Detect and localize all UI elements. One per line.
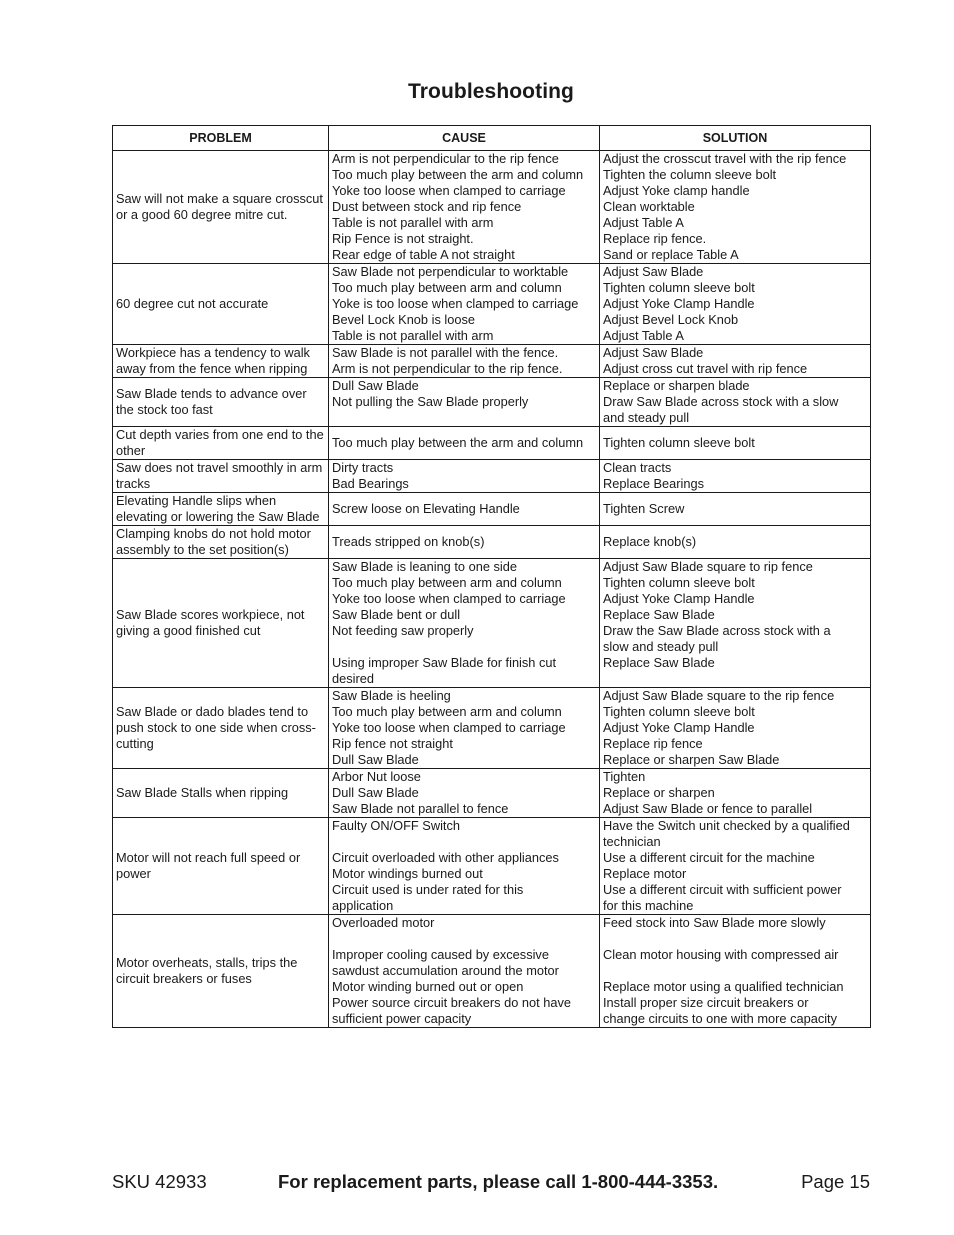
problem-cell: [113, 818, 329, 915]
problem-text: Saw does not travel smoothly in arm tracks: [116, 460, 323, 491]
problem-cell: [113, 151, 329, 264]
table-row: [113, 915, 871, 1028]
cause-line: Yoke too loose when clamped to carriage: [332, 183, 566, 198]
cause-cell: [329, 460, 600, 493]
cause-line: [332, 834, 596, 850]
solution-cell: [600, 460, 871, 493]
table-row: [113, 818, 871, 915]
solution-line: for this machine: [603, 898, 694, 913]
table-row: [113, 559, 871, 688]
cause-cell: [329, 151, 600, 264]
cause-cell: [329, 493, 600, 526]
cause-line: Power source circuit breakers do not have: [332, 995, 571, 1010]
solution-line: Use a different circuit for the machine: [603, 850, 815, 865]
solution-cell: [600, 151, 871, 264]
cause-line: Arm is not perpendicular to the rip fence: [332, 151, 559, 166]
solution-line: Tighten the column sleeve bolt: [603, 167, 777, 182]
solution-line: Adjust Yoke Clamp Handle: [603, 720, 755, 735]
table-row: [113, 688, 871, 769]
cause-line: Not feeding saw properly: [332, 623, 474, 638]
cause-line: sawdust accumulation around the motor: [332, 963, 559, 978]
solution-line: Adjust Bevel Lock Knob: [603, 312, 739, 327]
problem-text: Clamping knobs do not hold motor assembly to the set position(s): [116, 526, 311, 557]
cause-line: Rip Fence is not straight.: [332, 231, 474, 246]
solution-line: Adjust cross cut travel with rip fence: [603, 361, 808, 376]
solution-line: [603, 931, 867, 947]
cause-line: Dirty tracts: [332, 460, 394, 475]
cause-line: Motor windings burned out: [332, 866, 483, 881]
cause-line: Dust between stock and rip fence: [332, 199, 522, 214]
solution-line: Have the Switch unit checked by a qualified: [603, 818, 850, 833]
cause-line: Treads stripped on knob(s): [332, 534, 485, 549]
table-row: [113, 493, 871, 526]
solution-line: Adjust Saw Blade: [603, 345, 704, 360]
solution-cell: [600, 915, 871, 1028]
solution-line: Tighten column sleeve bolt: [603, 704, 755, 719]
problem-cell: [113, 559, 329, 688]
cause-line: sufficient power capacity: [332, 1011, 472, 1026]
cause-cell: [329, 378, 600, 427]
cause-cell: [329, 818, 600, 915]
cause-line: Arm is not perpendicular to the rip fence.: [332, 361, 563, 376]
table-row: [113, 264, 871, 345]
cause-line: Table is not parallel with arm: [332, 215, 494, 230]
solution-line: Draw the Saw Blade across stock with a: [603, 623, 831, 638]
cause-line: Too much play between the arm and column: [332, 435, 584, 450]
solution-cell: [600, 559, 871, 688]
table-row: [113, 769, 871, 818]
cause-line: Bevel Lock Knob is loose: [332, 312, 475, 327]
cause-line: Yoke too loose when clamped to carriage: [332, 591, 566, 606]
table-row: [113, 151, 871, 264]
solution-line: Adjust Saw Blade or fence to parallel: [603, 801, 813, 816]
cause-line: Saw Blade not parallel to fence: [332, 801, 509, 816]
cause-cell: [329, 345, 600, 378]
solution-line: and steady pull: [603, 410, 690, 425]
cause-line: Bad Bearings: [332, 476, 409, 491]
solution-line: Adjust the crosscut travel with the rip fence: [603, 151, 847, 166]
cause-line: Table is not parallel with arm: [332, 328, 494, 343]
solution-line: Adjust Table A: [603, 328, 684, 343]
solution-line: Replace Saw Blade: [603, 655, 715, 670]
solution-line: Tighten Screw: [603, 501, 685, 516]
solution-cell: [600, 688, 871, 769]
cause-line: Motor winding burned out or open: [332, 979, 524, 994]
cause-line: Screw loose on Elevating Handle: [332, 501, 520, 516]
cause-line: Too much play between arm and column: [332, 280, 562, 295]
cause-cell: [329, 264, 600, 345]
cause-line: Circuit used is under rated for this: [332, 882, 524, 897]
solution-line: Replace rip fence.: [603, 231, 707, 246]
solution-line: Adjust Saw Blade square to the rip fence: [603, 688, 835, 703]
table-row: [113, 378, 871, 427]
table-row: [113, 345, 871, 378]
cause-cell: [329, 688, 600, 769]
solution-line: Install proper size circuit breakers or: [603, 995, 809, 1010]
problem-text: Motor overheats, stalls, trips the circuit breakers or fuses: [116, 955, 298, 986]
solution-line: Tighten column sleeve bolt: [603, 280, 755, 295]
troubleshooting-table: [112, 125, 871, 1028]
solution-line: Replace motor: [603, 866, 687, 881]
page-number: Page 15: [801, 1171, 870, 1192]
cause-line: Saw Blade is not parallel with the fence.: [332, 345, 559, 360]
solution-line: Replace Bearings: [603, 476, 705, 491]
cause-line: Circuit overloaded with other appliances: [332, 850, 559, 865]
page-title: Troubleshooting: [408, 80, 574, 103]
solution-cell: [600, 264, 871, 345]
problem-text: Saw Blade scores workpiece, not giving a good finished cut: [116, 607, 305, 638]
problem-text: Motor will not reach full speed or power: [116, 850, 301, 881]
problem-text: 60 degree cut not accurate: [116, 296, 269, 311]
solution-line: Tighten column sleeve bolt: [603, 435, 755, 450]
cause-line: Using improper Saw Blade for finish cut: [332, 655, 557, 670]
problem-cell: [113, 378, 329, 427]
problem-text: Cut depth varies from one end to the other: [116, 427, 324, 458]
problem-cell: [113, 915, 329, 1028]
solution-line: Replace or sharpen Saw Blade: [603, 752, 780, 767]
page-footer: [112, 1171, 870, 1195]
solution-line: Use a different circuit with sufficient power: [603, 882, 842, 897]
solution-line: Tighten: [603, 769, 646, 784]
cause-line: [332, 639, 596, 655]
cause-cell: [329, 915, 600, 1028]
cause-line: Saw Blade bent or dull: [332, 607, 461, 622]
cause-line: Faulty ON/OFF Switch: [332, 818, 460, 833]
column-header-cause: CAUSE: [329, 126, 600, 151]
solution-cell: [600, 526, 871, 559]
cause-line: Improper cooling caused by excessive: [332, 947, 549, 962]
solution-line: [603, 963, 867, 979]
table-row: [113, 427, 871, 460]
solution-line: [603, 671, 867, 687]
cause-line: Too much play between the arm and column: [332, 167, 584, 182]
cause-line: desired: [332, 671, 374, 686]
problem-cell: [113, 460, 329, 493]
solution-cell: [600, 378, 871, 427]
cause-cell: [329, 769, 600, 818]
problem-text: Workpiece has a tendency to walk away from the fence when ripping: [116, 345, 310, 376]
solution-line: Sand or replace Table A: [603, 247, 739, 262]
cause-line: Arbor Nut loose: [332, 769, 421, 784]
problem-cell: [113, 264, 329, 345]
cause-line: Dull Saw Blade: [332, 752, 419, 767]
problem-cell: [113, 688, 329, 769]
cause-line: Dull Saw Blade: [332, 785, 419, 800]
problem-text: Saw Blade tends to advance over the stock too fast: [116, 386, 307, 417]
replacement-parts-phone: For replacement parts, please call 1-800-444-3353.: [278, 1171, 719, 1192]
solution-line: Replace motor using a qualified technician: [603, 979, 844, 994]
cause-line: Yoke is too loose when clamped to carriage: [332, 296, 579, 311]
problem-text: Saw will not make a square crosscut or a good 60 degree mitre cut.: [116, 191, 323, 222]
cause-line: Rip fence not straight: [332, 736, 453, 751]
cause-line: Saw Blade is heeling: [332, 688, 451, 703]
solution-cell: [600, 818, 871, 915]
solution-line: Replace rip fence: [603, 736, 703, 751]
cause-line: [332, 410, 596, 426]
solution-line: Adjust Saw Blade square to rip fence: [603, 559, 813, 574]
solution-line: Replace Saw Blade: [603, 607, 715, 622]
solution-line: Adjust Yoke clamp handle: [603, 183, 750, 198]
table-body: [113, 151, 871, 1028]
sku-label: SKU 42933: [112, 1171, 207, 1192]
solution-line: Adjust Table A: [603, 215, 684, 230]
solution-line: Adjust Saw Blade: [603, 264, 704, 279]
table-row: [113, 526, 871, 559]
solution-line: Replace knob(s): [603, 534, 697, 549]
cause-line: Not pulling the Saw Blade properly: [332, 394, 529, 409]
solution-line: slow and steady pull: [603, 639, 719, 654]
cause-line: Yoke too loose when clamped to carriage: [332, 720, 566, 735]
cause-line: application: [332, 898, 394, 913]
solution-cell: [600, 345, 871, 378]
solution-line: Replace or sharpen: [603, 785, 715, 800]
problem-cell: [113, 526, 329, 559]
problem-cell: [113, 427, 329, 460]
solution-cell: [600, 493, 871, 526]
cause-line: Overloaded motor: [332, 915, 435, 930]
problem-text: Elevating Handle slips when elevating or lowering the Saw Blade: [116, 493, 320, 524]
solution-line: Adjust Yoke Clamp Handle: [603, 296, 755, 311]
solution-line: Draw Saw Blade across stock with a slow: [603, 394, 839, 409]
solution-line: Tighten column sleeve bolt: [603, 575, 755, 590]
problem-cell: [113, 493, 329, 526]
column-header-problem: PROBLEM: [113, 126, 329, 151]
cause-line: Rear edge of table A not straight: [332, 247, 515, 262]
solution-line: Clean worktable: [603, 199, 695, 214]
cause-line: Dull Saw Blade: [332, 378, 419, 393]
cause-line: Saw Blade not perpendicular to worktable: [332, 264, 569, 279]
cause-cell: [329, 559, 600, 688]
solution-line: Clean tracts: [603, 460, 672, 475]
problem-cell: [113, 769, 329, 818]
table-row: [113, 460, 871, 493]
table-header-row: [113, 126, 871, 151]
cause-line: Too much play between arm and column: [332, 575, 562, 590]
cause-line: [332, 931, 596, 947]
problem-cell: [113, 345, 329, 378]
solution-line: Feed stock into Saw Blade more slowly: [603, 915, 826, 930]
solution-line: Adjust Yoke Clamp Handle: [603, 591, 755, 606]
solution-line: Clean motor housing with compressed air: [603, 947, 839, 962]
solution-line: technician: [603, 834, 661, 849]
cause-cell: [329, 526, 600, 559]
solution-cell: [600, 427, 871, 460]
cause-line: Too much play between arm and column: [332, 704, 562, 719]
problem-text: Saw Blade or dado blades tend to push stock to one side when cross-cutting: [116, 704, 316, 751]
column-header-solution: SOLUTION: [600, 126, 871, 151]
solution-line: change circuits to one with more capacity: [603, 1011, 838, 1026]
cause-cell: [329, 427, 600, 460]
problem-text: Saw Blade Stalls when ripping: [116, 785, 289, 800]
solution-cell: [600, 769, 871, 818]
solution-line: Replace or sharpen blade: [603, 378, 750, 393]
cause-line: Saw Blade is leaning to one side: [332, 559, 517, 574]
